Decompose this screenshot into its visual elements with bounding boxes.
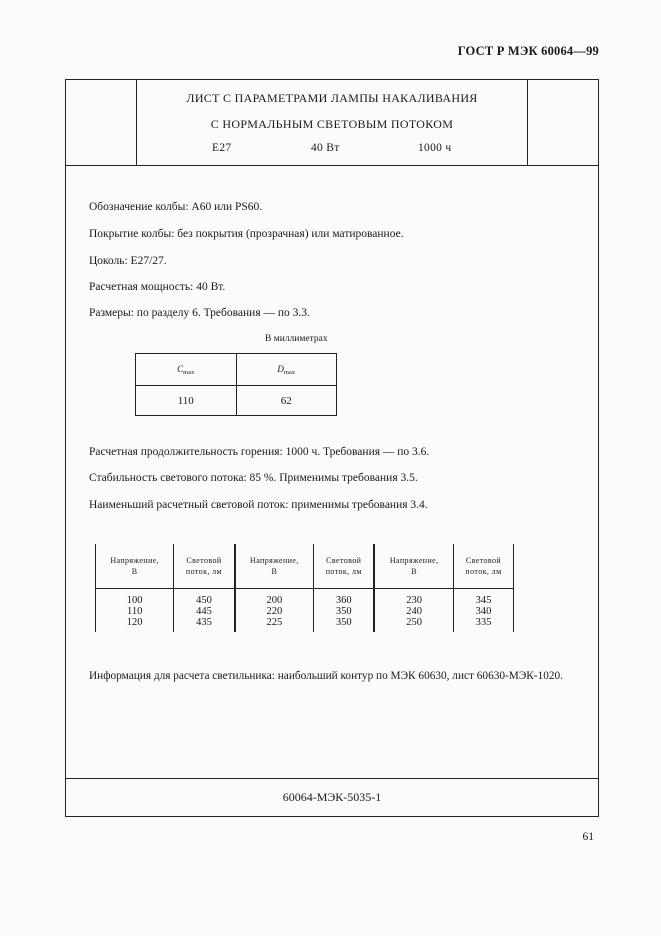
flux-column-1: 450 445 435 (174, 589, 235, 633)
table-row (136, 354, 337, 386)
table-row (96, 589, 514, 633)
voltage-column-3: 230 240 250 (374, 589, 453, 633)
spec-life: 1000 ч (418, 142, 452, 154)
spec-base: E27 (212, 142, 232, 154)
voltage-column-1: 100 110 120 (96, 589, 174, 633)
rated-life: Расчетная продолжительность горения: 1000 ч. Требования — по 3.6. (89, 446, 430, 458)
header-flux-3: Световой поток, лм (453, 544, 513, 589)
cap-type: Цоколь: E27/27. (89, 255, 167, 267)
data-sheet-frame (65, 79, 599, 817)
units-note: В миллиметрах (265, 334, 328, 344)
header-cell-d-max: $D_{max}$ (236, 354, 337, 386)
header-voltage-3: Напряжение, В (374, 544, 453, 589)
table-row (136, 386, 337, 416)
bulb-designation: Обозначение колбы: А60 или PS60. (89, 201, 263, 213)
rated-power: Расчетная мощность: 40 Вт. (89, 281, 226, 293)
header-flux-1: Световой поток, лм (174, 544, 235, 589)
flux-column-3: 345 340 335 (453, 589, 513, 633)
header-flux-2: Световой поток, лм (314, 544, 375, 589)
dimensions-table (135, 353, 337, 416)
header-voltage-1: Напряжение, В (96, 544, 174, 589)
header-voltage-2: Напряжение, В (235, 544, 314, 589)
table-row (96, 544, 514, 589)
header-center-cell (136, 80, 528, 165)
sheet-header (66, 80, 598, 166)
bulb-coating: Покрытие колбы: без покрытия (прозрачная) или матированное. (89, 228, 404, 240)
value-cell-c-max: 110 (136, 386, 237, 416)
sheet-footer-code: 60064-МЭК-5035-1 (66, 778, 598, 816)
luminaire-design-info: Информация для расчета светильника: наибольший контур по МЭК 60630, лист 60630-МЭК-1020. (89, 670, 563, 682)
min-flux: Наименьший расчетный световой поток: применимы требования 3.4. (89, 499, 428, 511)
dimensions-note: Размеры: по разделу 6. Требования — по 3.3. (89, 307, 310, 319)
flux-column-2: 360 350 350 (314, 589, 375, 633)
document-code: ГОСТ Р МЭК 60064—99 (457, 44, 599, 58)
voltage-column-2: 200 220 225 (235, 589, 314, 633)
page-number: 61 (582, 831, 594, 843)
sheet-title-line1: ЛИСТ С ПАРАМЕТРАМИ ЛАМПЫ НАКАЛИВАНИЯ (186, 91, 478, 105)
flux-stability: Стабильность светового потока: 85 %. Применимы требования 3.5. (89, 472, 418, 484)
header-cell-c-max: $C_{max}$ (136, 354, 237, 386)
header-left-cell (66, 80, 137, 165)
voltage-flux-table (95, 544, 514, 632)
value-cell-d-max: 62 (236, 386, 337, 416)
sheet-title-line2: С НОРМАЛЬНЫМ СВЕТОВЫМ ПОТОКОМ (210, 117, 454, 131)
header-right-cell (527, 80, 598, 165)
spec-power: 40 Вт (311, 142, 340, 154)
